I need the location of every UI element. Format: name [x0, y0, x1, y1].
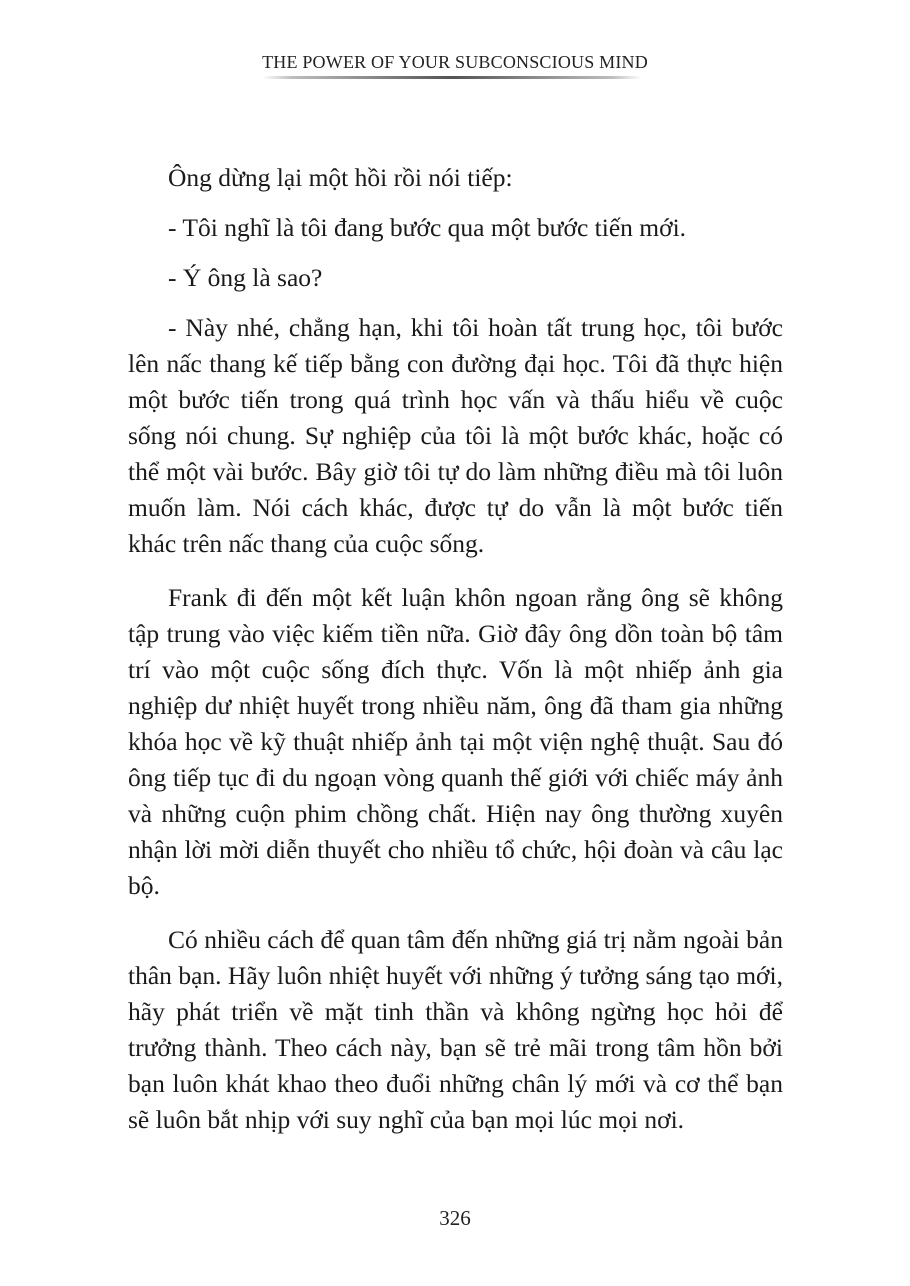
- page-number: 326: [439, 1206, 471, 1230]
- paragraph: Có nhiều cách để quan tâm đến những giá trị nằm ngoài bản thân bạn. Hãy luôn nhiệt huyết với những ý tưởng sáng tạo mới, hãy phát triển về mặt tinh thần và không ngừng học hỏi để trưởng thành. Theo cách này, bạn sẽ trẻ mãi trong tâm hồn bởi bạn luôn khát khao theo đuổi những chân lý mới và cơ thể bạn sẽ luôn bắt nhịp với suy nghĩ của bạn mọi lúc mọi nơi.: [128, 925, 783, 1134]
- paragraph: - Ý ông là sao?: [168, 263, 323, 292]
- running-title: THE POWER OF YOUR SUBCONSCIOUS MIND: [262, 52, 648, 72]
- header-rule: [262, 76, 642, 79]
- body-text: [128, 160, 783, 1152]
- paragraph: - Tôi nghĩ là tôi đang bước qua một bước tiến mới.: [168, 213, 687, 242]
- paragraph: Ông dừng lại một hồi rồi nói tiếp:: [168, 163, 513, 192]
- paragraph: Frank đi đến một kết luận khôn ngoan rằng ông sẽ không tập trung vào việc kiếm tiền nữa. Giờ đây ông dồn toàn bộ tâm trí vào một cuộc sống đích thực. Vốn là một nhiếp ảnh gia nghiệp dư nhiệt huyết trong nhiều năm, ông đã tham gia những khóa học về kỹ thuật nhiếp ảnh tại một viện nghệ thuật. Sau đó ông tiếp tục đi du ngoạn vòng quanh thế giới với chiếc máy ảnh và những cuộn phim chồng chất. Hiện nay ông thường xuyên nhận lời mời diễn thuyết cho nhiều tổ chức, hội đoàn và câu lạc bộ.: [128, 583, 783, 900]
- running-header: [0, 52, 910, 73]
- paragraph: - Này nhé, chẳng hạn, khi tôi hoàn tất trung học, tôi bước lên nấc thang kế tiếp bằng con đường đại học. Tôi đã thực hiện một bước tiến trong quá trình học vấn và thấu hiểu về cuộc sống nói chung. Sự nghiệp của tôi là một bước khác, hoặc có thể một vài bước. Bây giờ tôi tự do làm những điều mà tôi luôn muốn làm. Nói cách khác, được tự do vẫn là một bước tiến khác trên nấc thang của cuộc sống.: [128, 313, 783, 558]
